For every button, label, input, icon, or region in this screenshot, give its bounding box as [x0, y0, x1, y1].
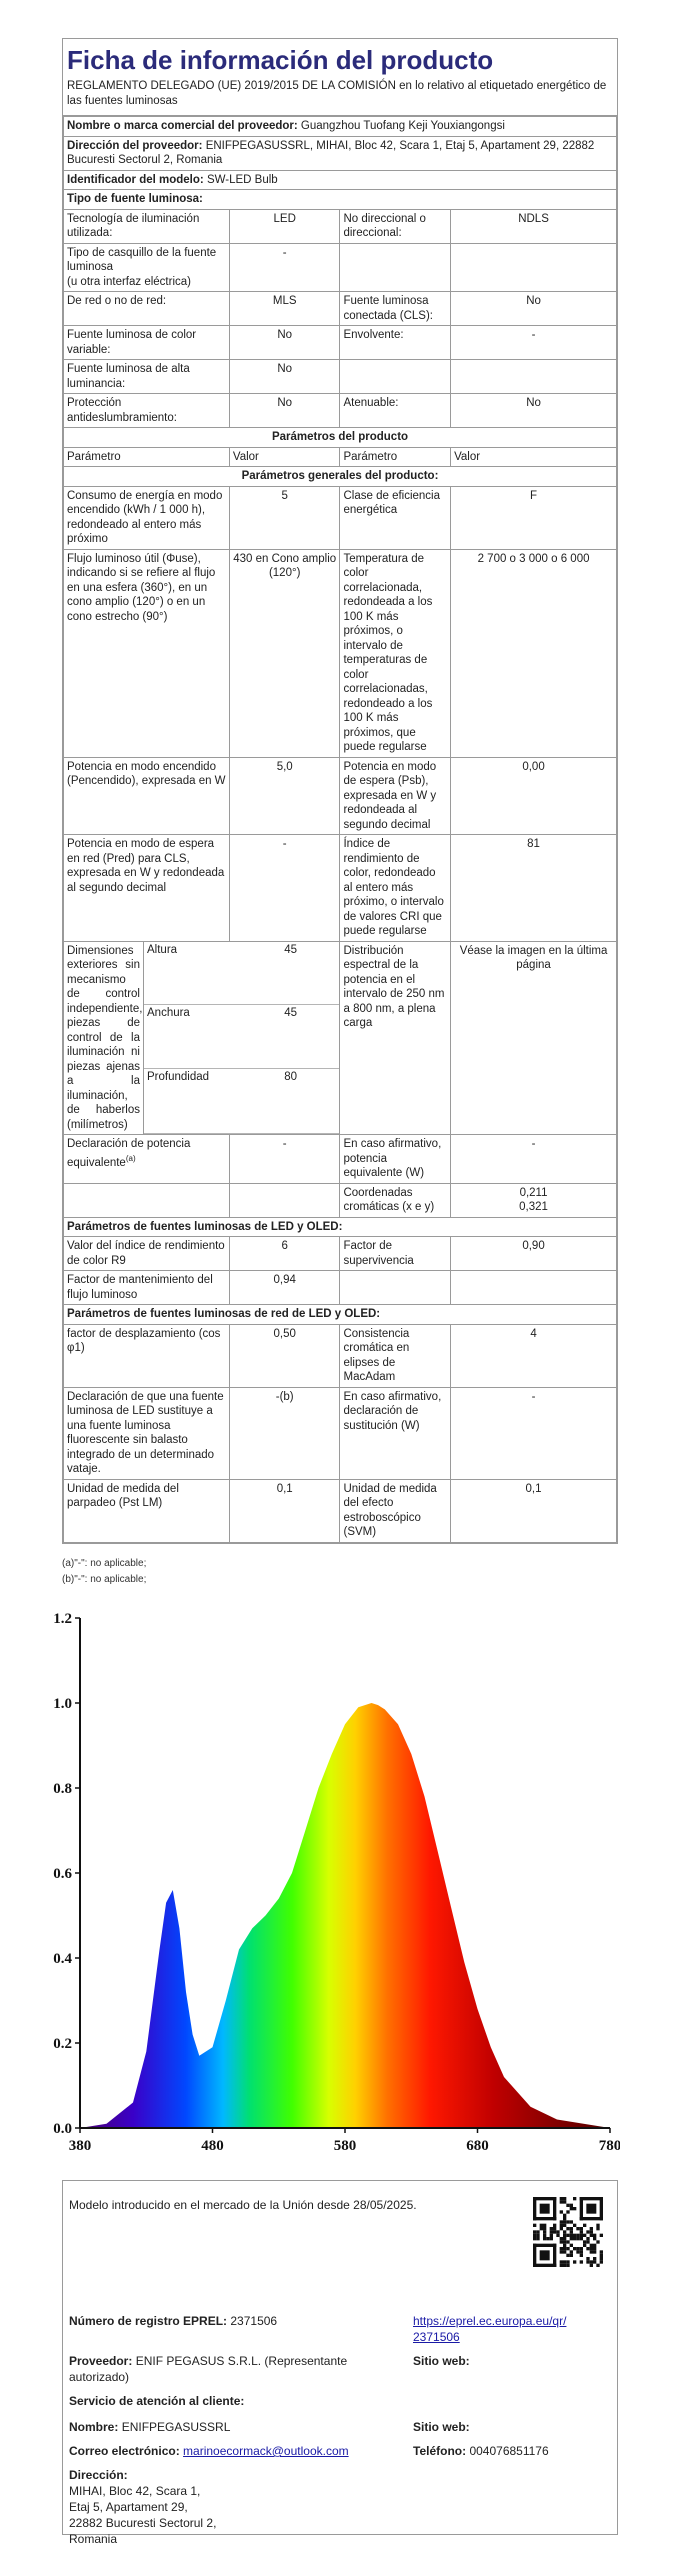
param-value: 5: [229, 486, 340, 549]
mains-led-params-heading: Parámetros de fuentes luminosas de red de LED y OLED:: [64, 1305, 617, 1325]
model-row: Identificador del modelo: SW-LED Bulb: [64, 170, 617, 190]
param-label: [340, 1271, 451, 1305]
service-email-link[interactable]: marinoecormack@outlook.com: [183, 2444, 349, 2458]
source-type-row: [64, 394, 617, 428]
x-tick-label: 480: [201, 2138, 224, 2154]
dimension-value: 80: [242, 1069, 340, 1134]
y-tick-label: 0.6: [53, 1866, 72, 1882]
col-header-value: Valor: [229, 447, 340, 467]
equiv-w-value: -: [451, 1135, 617, 1184]
supplier-name: Guangzhou Tuofang Keji Youxiangongsi: [300, 120, 505, 132]
dimensions-row: [64, 941, 617, 1135]
address-line: MIHAI, Bloc 42, Scara 1,: [69, 2484, 201, 2498]
dimension-row: [144, 942, 339, 1005]
x-tick-label: 680: [466, 2138, 489, 2154]
param-value: 81: [451, 835, 617, 942]
param-value: 0,90: [451, 1237, 617, 1271]
param-value: 4: [451, 1324, 617, 1387]
regulation-text: REGLAMENTO DELEGADO (UE) 2019/2015 DE LA COMISIÓN en lo relativo al etiquetado energético de las fuentes luminosas: [63, 79, 617, 116]
source-type-row: [64, 243, 617, 292]
general-param-row: [64, 757, 617, 835]
param-label: Índice de rendimiento de color, redondeado al entero más próximo, o intervalo de valores CRI que puede regularse: [340, 835, 451, 942]
param-value: 0,50: [229, 1324, 340, 1387]
provider-name: ENIF PEGASUS S.R.L. (Representante autorizado): [69, 2354, 348, 2384]
param-label: No direccional o direccional:: [340, 209, 451, 243]
supplier-address-row: Dirección del proveedor: ENIFPEGASUSSRL, MIHAI, Bloc 42, Scara 1, Etaj 5, Apartament 29, 22882 Bucuresti Sectorul 2, Romania: [64, 136, 617, 170]
param-label: Fuente luminosa de color variable:: [64, 326, 230, 360]
y-tick-label: 0.4: [53, 1951, 72, 1967]
source-type-row: [64, 326, 617, 360]
param-label: Flujo luminoso útil (Φuse), indicando si se refiere al flujo en una esfera (360°), en un cono amplio (120°) o en un cono estrecho (90°): [64, 549, 230, 757]
footnote-a: (a)"-": no aplicable;: [62, 1558, 147, 1569]
param-value: MLS: [229, 292, 340, 326]
product-params-heading: Parámetros del producto: [64, 428, 617, 448]
param-label: Clase de eficiencia energética: [340, 486, 451, 549]
x-tick-label: 580: [333, 2138, 357, 2154]
dimensions-cell: [64, 941, 340, 1135]
y-tick-label: 1.0: [53, 1696, 72, 1712]
equiv-w-label: En caso afirmativo, potencia equivalente (W): [340, 1135, 451, 1184]
x-tick-label: 380: [68, 2138, 92, 2154]
param-value: LED: [229, 209, 340, 243]
spectral-chart: [50, 1608, 620, 2163]
page-title: Ficha de información del producto: [67, 45, 494, 75]
empty-cell: [229, 1183, 340, 1217]
x-tick-label: 780: [598, 2138, 620, 2154]
spd-label: Distribución espectral de la potencia en el intervalo de 250 nm a 800 nm, a plena carga: [340, 941, 451, 1135]
market-date: Modelo introducido en el mercado de la Unión desde 28/05/2025.: [69, 2198, 417, 2212]
param-label: Consistencia cromática en elipses de MacAdam: [340, 1324, 451, 1387]
dimension-row: [144, 1004, 339, 1069]
mains-led-param-row: [64, 1387, 617, 1479]
param-value: No: [229, 394, 340, 428]
dimension-name: Altura: [144, 942, 242, 1005]
footnotes: [62, 1556, 146, 1588]
address-label: Dirección:: [69, 2468, 128, 2482]
dimension-row: [144, 1069, 339, 1134]
equivalent-power-row: [64, 1135, 617, 1184]
param-value: [451, 1271, 617, 1305]
col-header-param: Parámetro: [64, 447, 230, 467]
chroma-value-cell: [451, 1183, 617, 1217]
chroma-label: Coordenadas cromáticas (x e y): [340, 1183, 451, 1217]
param-label: Unidad de medida del parpadeo (Pst LM): [64, 1479, 230, 1542]
param-label: Declaración de que una fuente luminosa de LED sustituye a una fuente luminosa fluorescente sin balasto integrado de un determinado vataje.: [64, 1387, 230, 1479]
param-label: Envolvente:: [340, 326, 451, 360]
y-tick-label: 0.0: [53, 2121, 72, 2137]
mains-led-param-row: [64, 1324, 617, 1387]
info-table: [63, 116, 617, 1543]
supplier-address: ENIFPEGASUSSRL, MIHAI, Bloc 42, Scara 1, Etaj 5, Apartament 29, 22882 Bucuresti Sectorul 2, Romania: [67, 139, 595, 166]
param-value: [451, 360, 617, 394]
param-value: 0,1: [451, 1479, 617, 1542]
product-information-sheet: [62, 38, 618, 1544]
param-value: No: [229, 360, 340, 394]
general-params-heading: Parámetros generales del producto:: [64, 467, 617, 487]
param-label: Tecnología de iluminación utilizada:: [64, 209, 230, 243]
param-value: No: [229, 326, 340, 360]
param-value: -(b): [229, 1387, 340, 1479]
customer-service-heading: Servicio de atención al cliente:: [69, 2394, 245, 2408]
param-label: En caso afirmativo, declaración de sustitución (W): [340, 1387, 451, 1479]
param-value: 0,00: [451, 757, 617, 835]
col-header-param: Parámetro: [340, 447, 451, 467]
param-label: Potencia en modo encendido (Pencendido), expresada en W: [64, 757, 230, 835]
address-line: Romania: [69, 2532, 118, 2546]
param-value: No: [451, 394, 617, 428]
param-value: [451, 243, 617, 292]
led-param-row: [64, 1271, 617, 1305]
equiv-label-cell: [64, 1135, 230, 1184]
col-header-value: Valor: [451, 447, 617, 467]
param-value: 0,1: [229, 1479, 340, 1542]
param-value: 0,94: [229, 1271, 340, 1305]
chroma-x: 0,211: [519, 1186, 548, 1199]
empty-cell: [64, 1183, 230, 1217]
equiv-label: Declaración de potencia equivalente: [67, 1138, 191, 1169]
general-param-row: [64, 835, 617, 942]
param-value: F: [451, 486, 617, 549]
model-id: SW-LED Bulb: [206, 173, 278, 186]
chroma-y: 0,321: [519, 1201, 548, 1213]
mains-led-param-row: [64, 1479, 617, 1542]
param-label: Unidad de medida del efecto estroboscópico (SVM): [340, 1479, 451, 1542]
param-label: Atenuable:: [340, 394, 451, 428]
led-params-heading: Parámetros de fuentes luminosas de LED y OLED:: [64, 1217, 617, 1237]
param-value: -: [229, 243, 340, 292]
service-website-label: Sitio web:: [413, 2420, 470, 2434]
equiv-value: -: [229, 1135, 340, 1184]
param-value: -: [451, 1387, 617, 1479]
param-label: Tipo de casquillo de la fuente luminosa (u otra interfaz eléctrica): [64, 243, 230, 292]
qr-code-icon[interactable]: [533, 2197, 603, 2267]
led-param-row: [64, 1237, 617, 1271]
param-label: Valor del índice de rendimiento de color R9: [64, 1237, 230, 1271]
address-line: 22882 Bucuresti Sectorul 2,: [69, 2516, 217, 2530]
provider-website-label: Sitio web:: [413, 2354, 470, 2368]
dimensions-label: Dimensiones exteriores sin mecanismo de control independiente, piezas de control de la iluminación ni piezas ajenas a la iluminación, de haberlos (milímetros): [64, 942, 144, 1135]
service-name: ENIFPEGASUSSRL: [121, 2420, 231, 2434]
param-value: 430 en Cono amplio (120°): [229, 549, 340, 757]
y-tick-label: 0.8: [53, 1781, 72, 1797]
service-phone: 004076851176: [469, 2444, 549, 2458]
source-type-row: [64, 360, 617, 394]
dimension-value: 45: [242, 942, 340, 1005]
dimension-value: 45: [242, 1004, 340, 1069]
y-tick-label: 1.2: [53, 1611, 72, 1627]
spectral-chart-svg: [50, 1608, 620, 2163]
equiv-footnote-ref: (a): [125, 1153, 136, 1163]
dimensions-table: [144, 942, 339, 1135]
supplier-name-row: Nombre o marca comercial del proveedor: Guangzhou Tuofang Keji Youxiangongsi: [64, 117, 617, 137]
source-type-heading: Tipo de fuente luminosa:: [64, 190, 617, 210]
param-value: -: [229, 835, 340, 942]
chromaticity-row: [64, 1183, 617, 1217]
param-label: Potencia en modo de espera en red (Pred) para CLS, expresada en W y redondeada al segundo decimal: [64, 835, 230, 942]
eprel-number: 2371506: [230, 2314, 278, 2328]
param-label: Fuente luminosa conectada (CLS):: [340, 292, 451, 326]
footnote-b: (b)"-": no aplicable;: [62, 1574, 147, 1585]
eprel-footer: Modelo introducido en el mercado de la Unión desde 28/05/2025. Número de registro EPREL: 2371506 https://eprel.ec.europa.eu/qr/2371506 Proveedor: ENIF PEGASUS S.R.L. (Representante autorizado) Sitio web: Servicio de atención al cliente: Nombre: ENIFPEGASUSSRL Sitio web: Correo electrónico: marinoecormack@outlook.com Teléfono: 004076851176 Dirección: MIHAI, Bloc 42, Scara 1, Etaj 5, Apartament 29, 22882 Bucuresti Sectorul 2, Romania: [62, 2180, 618, 2535]
source-type-row: [64, 209, 617, 243]
param-value: 6: [229, 1237, 340, 1271]
general-param-row: [64, 549, 617, 757]
param-label: Potencia en modo de espera (Psb), expresada en W y redondeada al segundo decimal: [340, 757, 451, 835]
param-label: Protección antideslumbramiento:: [64, 394, 230, 428]
param-label: Temperatura de color correlacionada, redondeada a los 100 K más próximos, o intervalo de temperaturas de color correlacionadas, redondeado a los 100 K más próximos, que puede regularse: [340, 549, 451, 757]
param-value: No: [451, 292, 617, 326]
param-label: Consumo de energía en modo encendido (kWh / 1 000 h), redondeado al entero más próximo: [64, 486, 230, 549]
param-label: Factor de supervivencia: [340, 1237, 451, 1271]
source-type-row: [64, 292, 617, 326]
dimension-name: Anchura: [144, 1004, 242, 1069]
param-label: factor de desplazamiento (cos φ1): [64, 1324, 230, 1387]
param-value: 5,0: [229, 757, 340, 835]
y-tick-label: 0.2: [53, 2036, 72, 2052]
dimension-name: Profundidad: [144, 1069, 242, 1134]
param-label: De red o no de red:: [64, 292, 230, 326]
spectrum-area: [80, 1703, 610, 2128]
param-label: Factor de mantenimiento del flujo luminoso: [64, 1271, 230, 1305]
general-param-row: [64, 486, 617, 549]
param-label: [340, 243, 451, 292]
param-value: NDLS: [451, 209, 617, 243]
address-line: Etaj 5, Apartament 29,: [69, 2500, 188, 2514]
param-value: 2 700 o 3 000 o 6 000: [451, 549, 617, 757]
param-label: [340, 360, 451, 394]
eprel-link[interactable]: https://eprel.ec.europa.eu/qr/2371506: [413, 2314, 567, 2344]
param-value: -: [451, 326, 617, 360]
param-label: Fuente luminosa de alta luminancia:: [64, 360, 230, 394]
spd-value: Véase la imagen en la última página: [451, 941, 617, 1135]
